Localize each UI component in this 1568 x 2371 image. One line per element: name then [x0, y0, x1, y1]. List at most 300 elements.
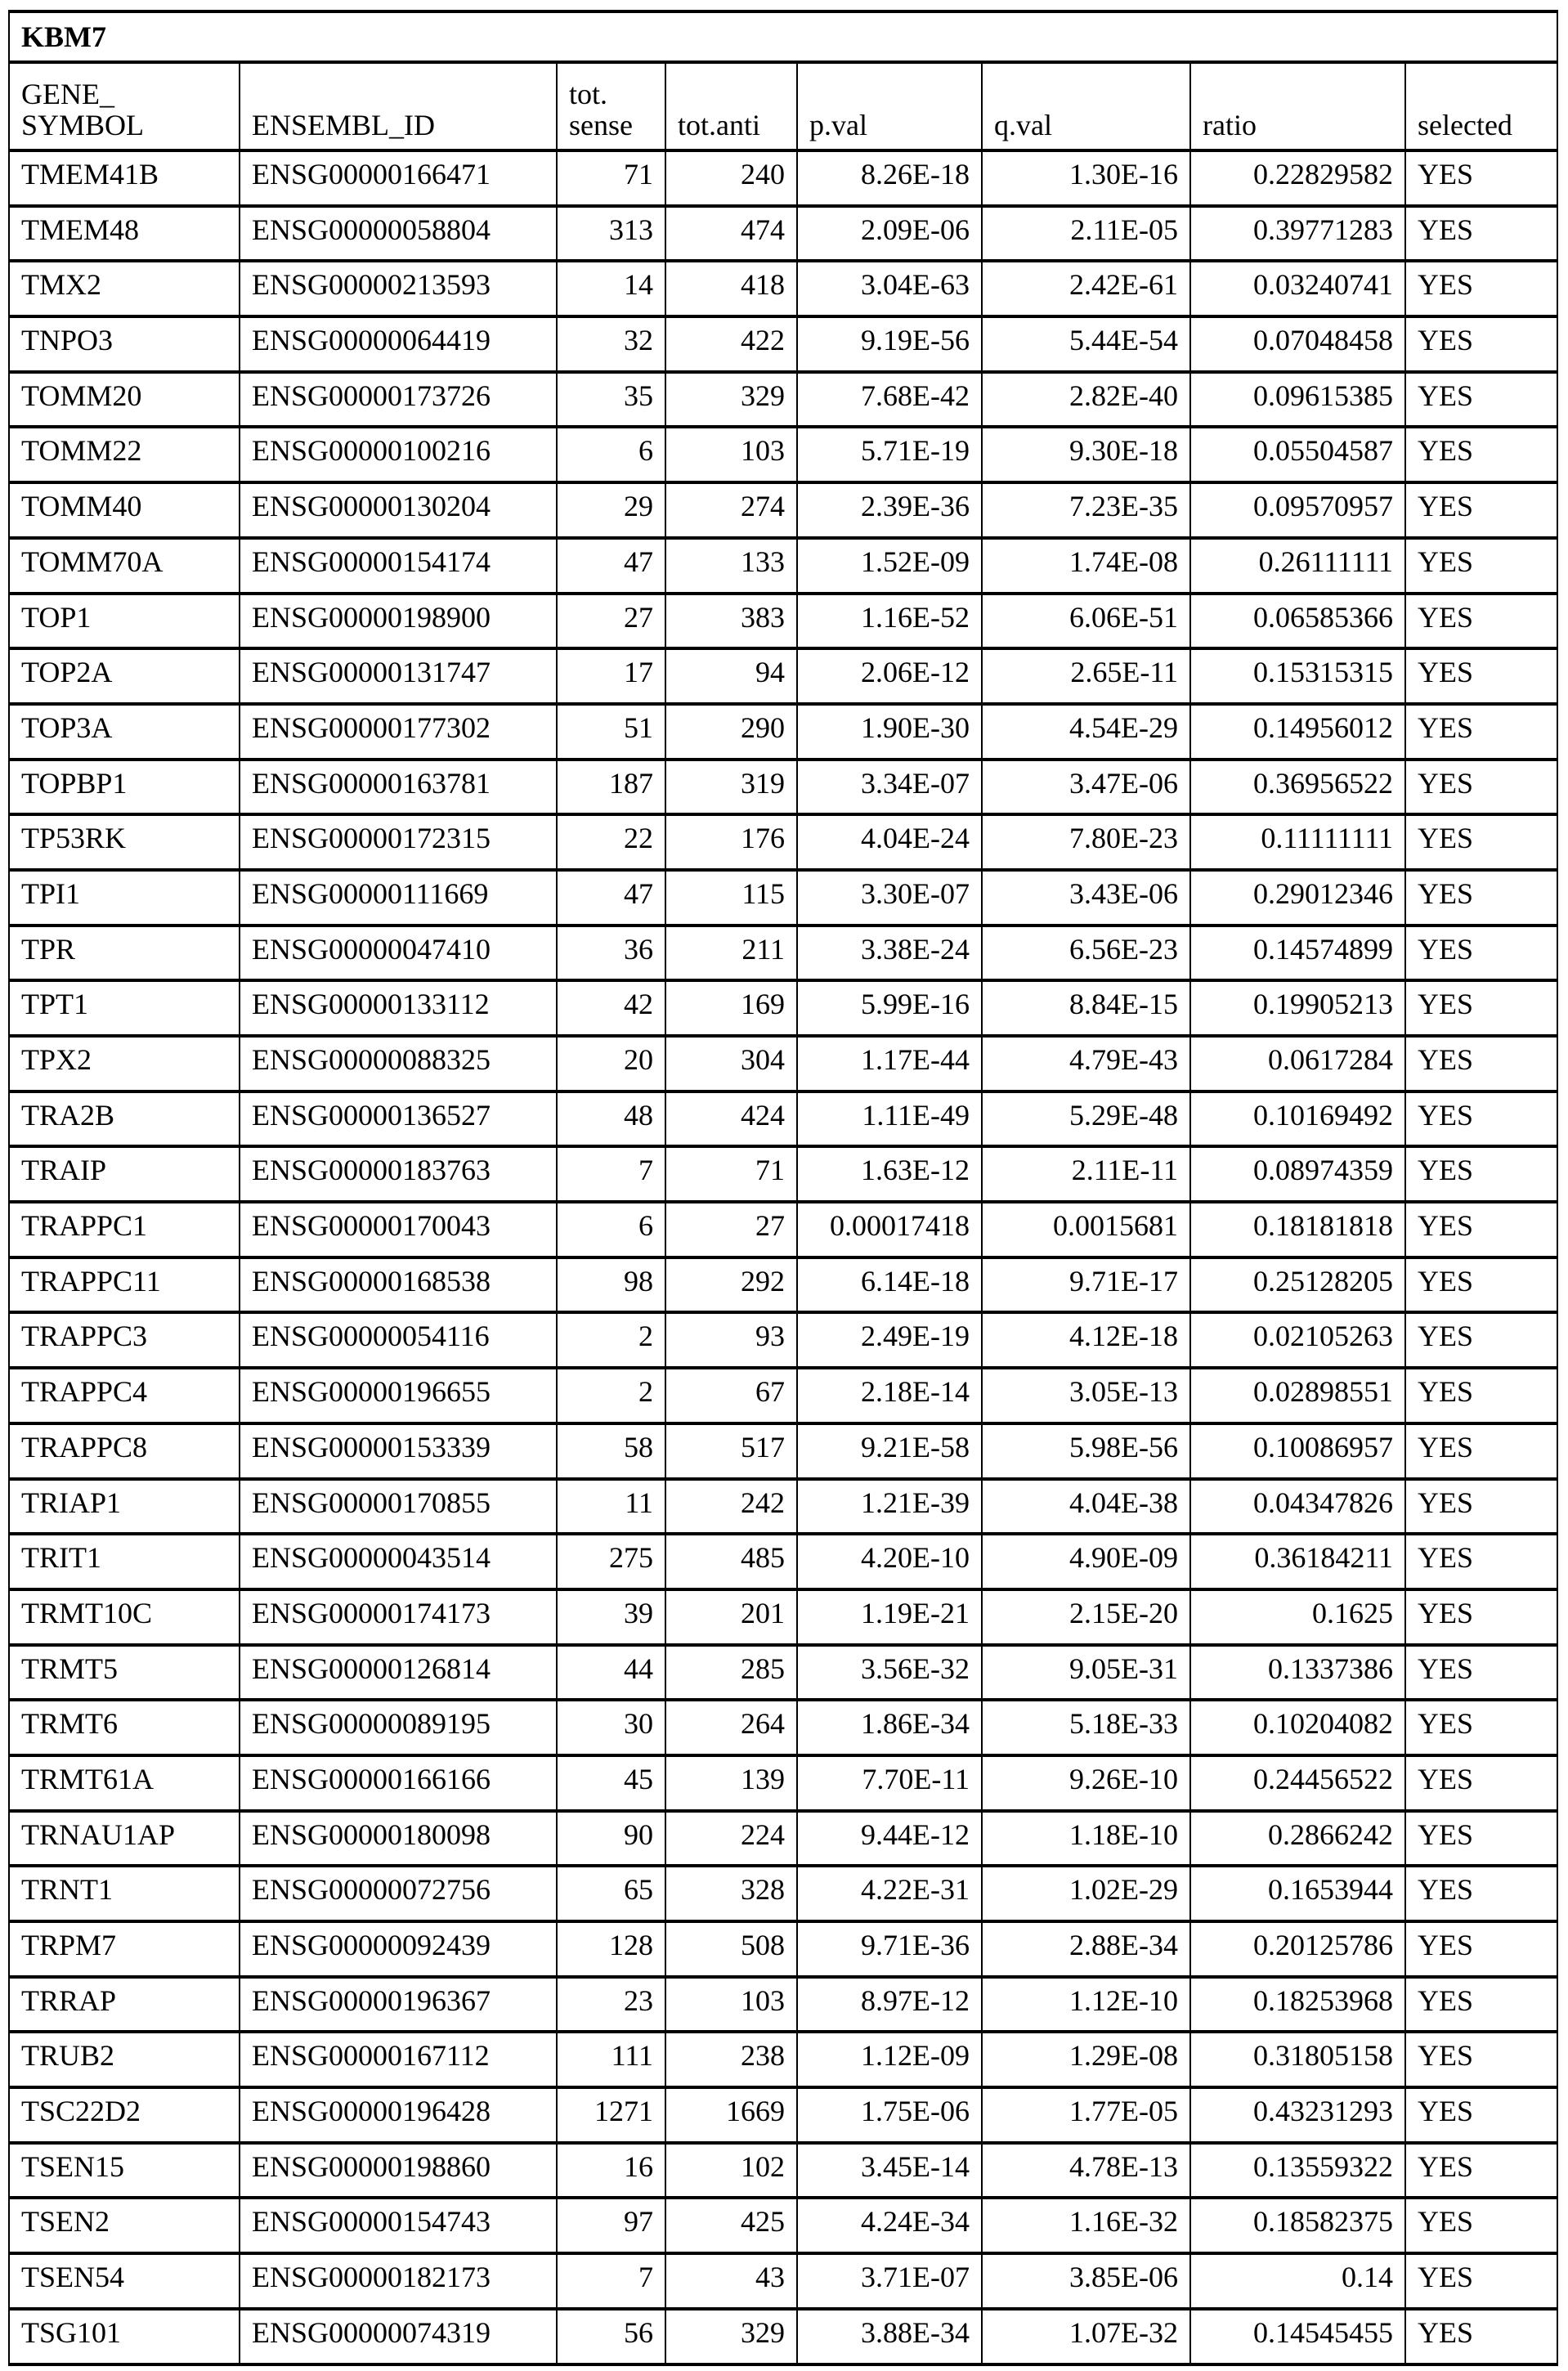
cell-p-val: 3.30E-07 [797, 870, 982, 926]
cell-ensembl-id: ENSG00000100216 [240, 427, 557, 482]
cell-selected: YES [1405, 1645, 1557, 1701]
cell-gene-symbol: TSEN2 [9, 2198, 240, 2253]
cell-tot-anti: 329 [665, 372, 797, 428]
table-row [9, 538, 1557, 594]
table-row [9, 2032, 1557, 2087]
table-row [9, 1202, 1557, 1257]
cell-p-val: 9.71E-36 [797, 1921, 982, 1977]
cell-p-val: 1.19E-21 [797, 1589, 982, 1645]
cell-tot-anti: 94 [665, 648, 797, 704]
cell-ratio: 0.09615385 [1190, 372, 1405, 428]
cell-gene-symbol: TOP2A [9, 648, 240, 704]
cell-p-val: 2.39E-36 [797, 482, 982, 538]
cell-p-val: 3.34E-07 [797, 760, 982, 815]
cell-q-val: 7.80E-23 [982, 814, 1190, 870]
cell-ensembl-id: ENSG00000180098 [240, 1811, 557, 1867]
cell-ratio: 0.10086957 [1190, 1423, 1405, 1479]
cell-ensembl-id: ENSG00000198900 [240, 594, 557, 649]
cell-ratio: 0.13559322 [1190, 2143, 1405, 2198]
table-row [9, 1257, 1557, 1313]
cell-p-val: 4.04E-24 [797, 814, 982, 870]
cell-q-val: 9.05E-31 [982, 1645, 1190, 1701]
cell-ratio: 0.1653944 [1190, 1866, 1405, 1921]
cell-selected: YES [1405, 2309, 1557, 2364]
cell-selected: YES [1405, 2143, 1557, 2198]
cell-q-val: 4.90E-09 [982, 1534, 1190, 1589]
cell-tot-anti: 517 [665, 1423, 797, 1479]
table-row [9, 427, 1557, 482]
cell-q-val: 9.26E-10 [982, 1755, 1190, 1811]
cell-tot-sense: 22 [557, 814, 665, 870]
table-title-row [9, 11, 1557, 62]
table-row [9, 760, 1557, 815]
cell-tot-sense: 45 [557, 1755, 665, 1811]
cell-selected: YES [1405, 1257, 1557, 1313]
cell-tot-anti: 67 [665, 1368, 797, 1423]
table-row [9, 1589, 1557, 1645]
cell-ratio: 0.14545455 [1190, 2309, 1405, 2364]
cell-ensembl-id: ENSG00000166471 [240, 150, 557, 206]
cell-q-val: 3.85E-06 [982, 2253, 1190, 2309]
cell-selected: YES [1405, 482, 1557, 538]
cell-q-val: 2.11E-11 [982, 1146, 1190, 1202]
cell-q-val: 3.47E-06 [982, 760, 1190, 815]
cell-ratio: 0.1625 [1190, 1589, 1405, 1645]
cell-ensembl-id: ENSG00000126814 [240, 1645, 557, 1701]
cell-ratio: 0.07048458 [1190, 316, 1405, 372]
cell-p-val: 4.24E-34 [797, 2198, 982, 2253]
cell-gene-symbol: TOMM20 [9, 372, 240, 428]
cell-tot-anti: 139 [665, 1755, 797, 1811]
cell-tot-sense: 39 [557, 1589, 665, 1645]
cell-gene-symbol: TOMM40 [9, 482, 240, 538]
cell-ensembl-id: ENSG00000153339 [240, 1423, 557, 1479]
cell-selected: YES [1405, 2198, 1557, 2253]
cell-p-val: 2.09E-06 [797, 206, 982, 262]
cell-p-val: 3.04E-63 [797, 261, 982, 316]
cell-selected: YES [1405, 1312, 1557, 1368]
cell-tot-sense: 17 [557, 648, 665, 704]
cell-selected: YES [1405, 1589, 1557, 1645]
cell-ratio: 0.08974359 [1190, 1146, 1405, 1202]
cell-tot-sense: 20 [557, 1036, 665, 1091]
cell-tot-anti: 422 [665, 316, 797, 372]
table-row [9, 1534, 1557, 1589]
cell-ratio: 0.02898551 [1190, 1368, 1405, 1423]
cell-ensembl-id: ENSG00000213593 [240, 261, 557, 316]
cell-gene-symbol: TRMT5 [9, 1645, 240, 1701]
cell-gene-symbol: TPR [9, 926, 240, 981]
cell-gene-symbol: TRNT1 [9, 1866, 240, 1921]
cell-selected: YES [1405, 538, 1557, 594]
cell-q-val: 9.30E-18 [982, 427, 1190, 482]
cell-tot-sense: 7 [557, 1146, 665, 1202]
cell-ensembl-id: ENSG00000177302 [240, 704, 557, 760]
cell-tot-sense: 128 [557, 1921, 665, 1977]
cell-p-val: 8.26E-18 [797, 150, 982, 206]
table-row [9, 814, 1557, 870]
cell-tot-sense: 56 [557, 2309, 665, 2364]
cell-p-val: 1.63E-12 [797, 1146, 982, 1202]
cell-ratio: 0.36184211 [1190, 1534, 1405, 1589]
cell-selected: YES [1405, 594, 1557, 649]
cell-selected: YES [1405, 760, 1557, 815]
cell-tot-sense: 71 [557, 150, 665, 206]
cell-selected: YES [1405, 1977, 1557, 2033]
cell-p-val: 1.21E-39 [797, 1479, 982, 1535]
cell-tot-sense: 313 [557, 206, 665, 262]
cell-tot-anti: 485 [665, 1534, 797, 1589]
table-row [9, 1479, 1557, 1535]
table-row [9, 648, 1557, 704]
cell-q-val: 4.78E-13 [982, 2143, 1190, 2198]
cell-ratio: 0.05504587 [1190, 427, 1405, 482]
cell-gene-symbol: TSEN15 [9, 2143, 240, 2198]
column-header-ratio: ratio [1190, 62, 1405, 150]
cell-q-val: 3.43E-06 [982, 870, 1190, 926]
table-row [9, 2198, 1557, 2253]
cell-tot-sense: 2 [557, 1368, 665, 1423]
cell-tot-sense: 58 [557, 1423, 665, 1479]
column-header-ensembl-id: ENSEMBL_ID [240, 62, 557, 150]
cell-ensembl-id: ENSG00000074319 [240, 2309, 557, 2364]
column-header-p-val: p.val [797, 62, 982, 150]
cell-q-val: 6.06E-51 [982, 594, 1190, 649]
table-header-row [9, 62, 1557, 150]
table-row [9, 1368, 1557, 1423]
cell-ensembl-id: ENSG00000154174 [240, 538, 557, 594]
table-row [9, 1645, 1557, 1701]
cell-ensembl-id: ENSG00000111669 [240, 870, 557, 926]
cell-q-val: 1.02E-29 [982, 1866, 1190, 1921]
cell-q-val: 7.23E-35 [982, 482, 1190, 538]
cell-ensembl-id: ENSG00000043514 [240, 1534, 557, 1589]
cell-gene-symbol: TMX2 [9, 261, 240, 316]
table-row [9, 1146, 1557, 1202]
cell-q-val: 1.12E-10 [982, 1977, 1190, 2033]
cell-ratio: 0.14574899 [1190, 926, 1405, 981]
cell-q-val: 5.29E-48 [982, 1091, 1190, 1147]
cell-gene-symbol: TPX2 [9, 1036, 240, 1091]
cell-tot-anti: 329 [665, 2309, 797, 2364]
cell-tot-anti: 103 [665, 1977, 797, 2033]
cell-tot-sense: 97 [557, 2198, 665, 2253]
cell-gene-symbol: TSC22D2 [9, 2087, 240, 2143]
cell-tot-sense: 98 [557, 1257, 665, 1313]
table-row [9, 870, 1557, 926]
cell-gene-symbol: TRMT6 [9, 1700, 240, 1755]
cell-gene-symbol: TRA2B [9, 1091, 240, 1147]
cell-p-val: 6.14E-18 [797, 1257, 982, 1313]
cell-selected: YES [1405, 1202, 1557, 1257]
cell-ratio: 0.10204082 [1190, 1700, 1405, 1755]
cell-p-val: 1.90E-30 [797, 704, 982, 760]
cell-ensembl-id: ENSG00000130204 [240, 482, 557, 538]
cell-ensembl-id: ENSG00000170043 [240, 1202, 557, 1257]
cell-ensembl-id: ENSG00000163781 [240, 760, 557, 815]
table-row [9, 1423, 1557, 1479]
cell-tot-sense: 90 [557, 1811, 665, 1867]
cell-ensembl-id: ENSG00000174173 [240, 1589, 557, 1645]
table-row [9, 1312, 1557, 1368]
cell-p-val: 9.21E-58 [797, 1423, 982, 1479]
table-row [9, 1700, 1557, 1755]
cell-p-val: 2.49E-19 [797, 1312, 982, 1368]
cell-q-val: 1.30E-16 [982, 150, 1190, 206]
cell-q-val: 1.77E-05 [982, 2087, 1190, 2143]
cell-p-val: 8.97E-12 [797, 1977, 982, 2033]
cell-tot-anti: 27 [665, 1202, 797, 1257]
cell-p-val: 3.45E-14 [797, 2143, 982, 2198]
cell-ratio: 0.0617284 [1190, 1036, 1405, 1091]
cell-gene-symbol: TOP3A [9, 704, 240, 760]
cell-tot-anti: 508 [665, 1921, 797, 1977]
cell-tot-anti: 115 [665, 870, 797, 926]
cell-ratio: 0.11111111 [1190, 814, 1405, 870]
cell-p-val: 2.18E-14 [797, 1368, 982, 1423]
cell-selected: YES [1405, 2253, 1557, 2309]
cell-q-val: 4.54E-29 [982, 704, 1190, 760]
cell-tot-sense: 1271 [557, 2087, 665, 2143]
cell-tot-sense: 51 [557, 704, 665, 760]
cell-ratio: 0.02105263 [1190, 1312, 1405, 1368]
cell-tot-anti: 103 [665, 427, 797, 482]
cell-selected: YES [1405, 926, 1557, 981]
cell-gene-symbol: TRPM7 [9, 1921, 240, 1977]
cell-ratio: 0.36956522 [1190, 760, 1405, 815]
cell-selected: YES [1405, 870, 1557, 926]
cell-tot-anti: 211 [665, 926, 797, 981]
cell-selected: YES [1405, 150, 1557, 206]
cell-ratio: 0.31805158 [1190, 2032, 1405, 2087]
cell-tot-sense: 187 [557, 760, 665, 815]
cell-ensembl-id: ENSG00000166166 [240, 1755, 557, 1811]
cell-ratio: 0.18181818 [1190, 1202, 1405, 1257]
table-row [9, 206, 1557, 262]
cell-q-val: 9.71E-17 [982, 1257, 1190, 1313]
table-row [9, 704, 1557, 760]
cell-tot-anti: 274 [665, 482, 797, 538]
cell-ensembl-id: ENSG00000183763 [240, 1146, 557, 1202]
cell-ensembl-id: ENSG00000167112 [240, 2032, 557, 2087]
cell-q-val: 4.04E-38 [982, 1479, 1190, 1535]
cell-gene-symbol: TSEN54 [9, 2253, 240, 2309]
cell-gene-symbol: TRAPPC3 [9, 1312, 240, 1368]
cell-selected: YES [1405, 980, 1557, 1036]
cell-tot-anti: 424 [665, 1091, 797, 1147]
cell-gene-symbol: TOMM70A [9, 538, 240, 594]
table-row [9, 1866, 1557, 1921]
cell-ensembl-id: ENSG00000196655 [240, 1368, 557, 1423]
cell-q-val: 1.07E-32 [982, 2309, 1190, 2364]
cell-ratio: 0.25128205 [1190, 1257, 1405, 1313]
table-row [9, 1091, 1557, 1147]
cell-tot-anti: 224 [665, 1811, 797, 1867]
cell-selected: YES [1405, 704, 1557, 760]
table-title: KBM7 [9, 11, 1557, 62]
cell-gene-symbol: TRAPPC11 [9, 1257, 240, 1313]
cell-tot-anti: 383 [665, 594, 797, 649]
cell-q-val: 2.82E-40 [982, 372, 1190, 428]
cell-tot-sense: 32 [557, 316, 665, 372]
cell-ensembl-id: ENSG00000092439 [240, 1921, 557, 1977]
table-row [9, 150, 1557, 206]
cell-q-val: 0.0015681 [982, 1202, 1190, 1257]
cell-p-val: 1.17E-44 [797, 1036, 982, 1091]
cell-p-val: 1.11E-49 [797, 1091, 982, 1147]
cell-gene-symbol: TMEM41B [9, 150, 240, 206]
cell-selected: YES [1405, 1036, 1557, 1091]
cell-tot-sense: 14 [557, 261, 665, 316]
cell-tot-anti: 328 [665, 1866, 797, 1921]
table-row [9, 372, 1557, 428]
cell-tot-anti: 238 [665, 2032, 797, 2087]
cell-tot-sense: 23 [557, 1977, 665, 2033]
gene-table [8, 10, 1558, 2366]
cell-tot-sense: 275 [557, 1534, 665, 1589]
cell-selected: YES [1405, 2087, 1557, 2143]
table-row [9, 316, 1557, 372]
cell-selected: YES [1405, 1479, 1557, 1535]
cell-ratio: 0.24456522 [1190, 1755, 1405, 1811]
cell-tot-sense: 35 [557, 372, 665, 428]
cell-gene-symbol: TPT1 [9, 980, 240, 1036]
table-row [9, 2087, 1557, 2143]
cell-tot-sense: 65 [557, 1866, 665, 1921]
cell-ratio: 0.29012346 [1190, 870, 1405, 926]
cell-tot-anti: 1669 [665, 2087, 797, 2143]
cell-p-val: 1.52E-09 [797, 538, 982, 594]
column-header-tot-sense: tot. sense [557, 62, 665, 150]
cell-tot-anti: 201 [665, 1589, 797, 1645]
cell-ratio: 0.39771283 [1190, 206, 1405, 262]
column-header-tot-anti: tot.anti [665, 62, 797, 150]
cell-tot-anti: 292 [665, 1257, 797, 1313]
cell-ratio: 0.04347826 [1190, 1479, 1405, 1535]
cell-gene-symbol: TRIAP1 [9, 1479, 240, 1535]
cell-tot-sense: 6 [557, 427, 665, 482]
cell-tot-sense: 7 [557, 2253, 665, 2309]
cell-tot-sense: 27 [557, 594, 665, 649]
cell-gene-symbol: TRIT1 [9, 1534, 240, 1589]
cell-ratio: 0.10169492 [1190, 1091, 1405, 1147]
cell-tot-sense: 48 [557, 1091, 665, 1147]
table-row [9, 2253, 1557, 2309]
cell-q-val: 5.18E-33 [982, 1700, 1190, 1755]
cell-ratio: 0.15315315 [1190, 648, 1405, 704]
cell-selected: YES [1405, 1091, 1557, 1147]
table-row [9, 1921, 1557, 1977]
cell-ratio: 0.06585366 [1190, 594, 1405, 649]
cell-tot-sense: 42 [557, 980, 665, 1036]
cell-gene-symbol: TOP1 [9, 594, 240, 649]
cell-q-val: 8.84E-15 [982, 980, 1190, 1036]
cell-tot-anti: 43 [665, 2253, 797, 2309]
cell-gene-symbol: TRMT10C [9, 1589, 240, 1645]
cell-gene-symbol: TRAPPC1 [9, 1202, 240, 1257]
cell-tot-sense: 2 [557, 1312, 665, 1368]
column-header-gene-symbol: GENE_ SYMBOL [9, 62, 240, 150]
cell-selected: YES [1405, 1423, 1557, 1479]
cell-ensembl-id: ENSG00000136527 [240, 1091, 557, 1147]
cell-selected: YES [1405, 427, 1557, 482]
cell-q-val: 4.12E-18 [982, 1312, 1190, 1368]
cell-q-val: 1.16E-32 [982, 2198, 1190, 2253]
cell-tot-anti: 242 [665, 1479, 797, 1535]
cell-ensembl-id: ENSG00000196367 [240, 1977, 557, 2033]
cell-q-val: 1.74E-08 [982, 538, 1190, 594]
cell-tot-anti: 169 [665, 980, 797, 1036]
cell-p-val: 2.06E-12 [797, 648, 982, 704]
cell-tot-anti: 133 [665, 538, 797, 594]
cell-ensembl-id: ENSG00000072756 [240, 1866, 557, 1921]
cell-ensembl-id: ENSG00000168538 [240, 1257, 557, 1313]
cell-p-val: 5.71E-19 [797, 427, 982, 482]
cell-gene-symbol: TOPBP1 [9, 760, 240, 815]
cell-p-val: 9.44E-12 [797, 1811, 982, 1867]
cell-ensembl-id: ENSG00000198860 [240, 2143, 557, 2198]
cell-ensembl-id: ENSG00000172315 [240, 814, 557, 870]
cell-p-val: 3.71E-07 [797, 2253, 982, 2309]
cell-gene-symbol: TRMT61A [9, 1755, 240, 1811]
cell-q-val: 2.65E-11 [982, 648, 1190, 704]
cell-tot-sense: 44 [557, 1645, 665, 1701]
cell-selected: YES [1405, 1146, 1557, 1202]
cell-ensembl-id: ENSG00000154743 [240, 2198, 557, 2253]
cell-tot-anti: 474 [665, 206, 797, 262]
cell-p-val: 1.75E-06 [797, 2087, 982, 2143]
cell-tot-anti: 290 [665, 704, 797, 760]
cell-p-val: 9.19E-56 [797, 316, 982, 372]
cell-tot-sense: 6 [557, 1202, 665, 1257]
cell-tot-sense: 16 [557, 2143, 665, 2198]
cell-p-val: 4.22E-31 [797, 1866, 982, 1921]
cell-tot-sense: 111 [557, 2032, 665, 2087]
cell-gene-symbol: TRUB2 [9, 2032, 240, 2087]
table-row [9, 261, 1557, 316]
cell-selected: YES [1405, 814, 1557, 870]
cell-selected: YES [1405, 1700, 1557, 1755]
cell-tot-anti: 285 [665, 1645, 797, 1701]
cell-ratio: 0.14 [1190, 2253, 1405, 2309]
cell-tot-anti: 264 [665, 1700, 797, 1755]
cell-selected: YES [1405, 1866, 1557, 1921]
cell-ensembl-id: ENSG00000170855 [240, 1479, 557, 1535]
cell-tot-anti: 418 [665, 261, 797, 316]
cell-tot-anti: 102 [665, 2143, 797, 2198]
cell-p-val: 7.68E-42 [797, 372, 982, 428]
cell-p-val: 0.00017418 [797, 1202, 982, 1257]
cell-gene-symbol: TOMM22 [9, 427, 240, 482]
cell-ratio: 0.18253968 [1190, 1977, 1405, 2033]
cell-tot-sense: 47 [557, 538, 665, 594]
table-row [9, 2309, 1557, 2364]
table-row [9, 1977, 1557, 2033]
cell-q-val: 2.15E-20 [982, 1589, 1190, 1645]
cell-selected: YES [1405, 1811, 1557, 1867]
cell-selected: YES [1405, 1534, 1557, 1589]
cell-tot-anti: 425 [665, 2198, 797, 2253]
cell-q-val: 5.44E-54 [982, 316, 1190, 372]
cell-tot-sense: 30 [557, 1700, 665, 1755]
cell-p-val: 1.12E-09 [797, 2032, 982, 2087]
cell-tot-anti: 93 [665, 1312, 797, 1368]
cell-selected: YES [1405, 2032, 1557, 2087]
cell-selected: YES [1405, 1921, 1557, 1977]
cell-tot-sense: 47 [557, 870, 665, 926]
column-header-selected: selected [1405, 62, 1557, 150]
cell-q-val: 5.98E-56 [982, 1423, 1190, 1479]
